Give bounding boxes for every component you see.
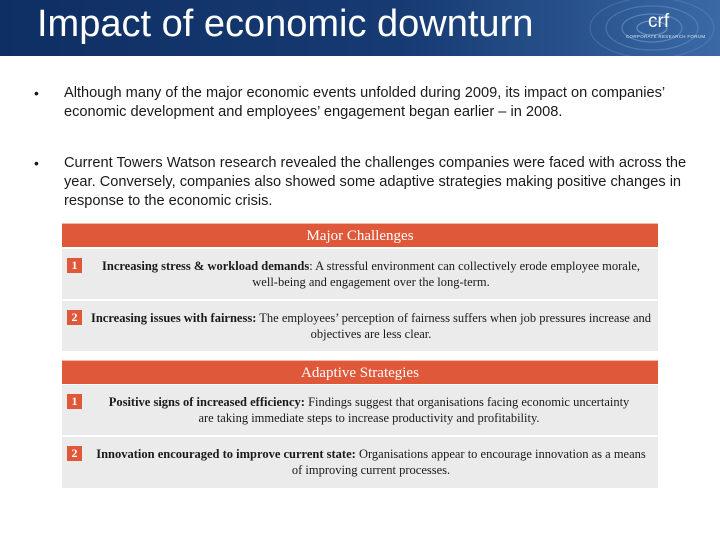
item-description: The employees’ perception of fairness suffers when job pressures increase and objectives are less clear. xyxy=(256,311,652,341)
section-heading-major-challenges: Major Challenges xyxy=(62,223,658,247)
item-text xyxy=(90,258,652,290)
item-number-badge: 2 xyxy=(67,310,82,325)
item-bold-lead: Increasing issues with fairness: xyxy=(90,311,257,325)
bullet-item xyxy=(34,154,688,211)
item-bold-lead: Positive signs of increased efficiency: xyxy=(108,395,305,409)
item-number-badge: 1 xyxy=(67,258,82,273)
strategy-item xyxy=(62,437,658,488)
bullet-text: Current Towers Watson research revealed the challenges companies were faced with across the year. Conversely, companies also showed some adaptive strategies making positive changes in response to the economic crisis. xyxy=(64,155,687,209)
bullet-marker: • xyxy=(34,155,39,171)
bullet-marker: • xyxy=(34,85,39,101)
challenge-item xyxy=(62,301,658,351)
item-bold-lead: Increasing stress & workload demands xyxy=(102,259,310,273)
challenge-item xyxy=(62,249,658,299)
bullet-text: Although many of the major economic events unfolded during 2009, its impact on companies’ economic development and employees’ engagement began earlier – in 2008. xyxy=(64,85,665,120)
item-text xyxy=(108,394,630,426)
item-number-badge: 1 xyxy=(67,394,82,409)
logo-subtext: CORPORATE RESEARCH FORUM xyxy=(626,34,706,39)
item-description: Findings suggest that organisations facing economic uncertainty are taking immediate steps to increase productivity and profitability. xyxy=(198,395,630,425)
item-text xyxy=(90,446,652,478)
item-number-badge: 2 xyxy=(67,446,82,461)
item-description: Organisations appear to encourage innovation as a means of improving current processes. xyxy=(291,447,646,477)
item-description: : A stressful environment can collectively erode employee morale, well-being and engagement over the long-term. xyxy=(252,259,640,289)
item-bold-lead: Innovation encouraged to improve current state: xyxy=(96,447,356,461)
section-heading-adaptive-strategies: Adaptive Strategies xyxy=(62,360,658,384)
logo-text: crf xyxy=(648,11,670,32)
strategy-item xyxy=(62,385,658,435)
bullet-item xyxy=(34,84,688,122)
slide-title: Impact of economic downturn xyxy=(37,3,534,45)
item-text xyxy=(90,310,652,342)
